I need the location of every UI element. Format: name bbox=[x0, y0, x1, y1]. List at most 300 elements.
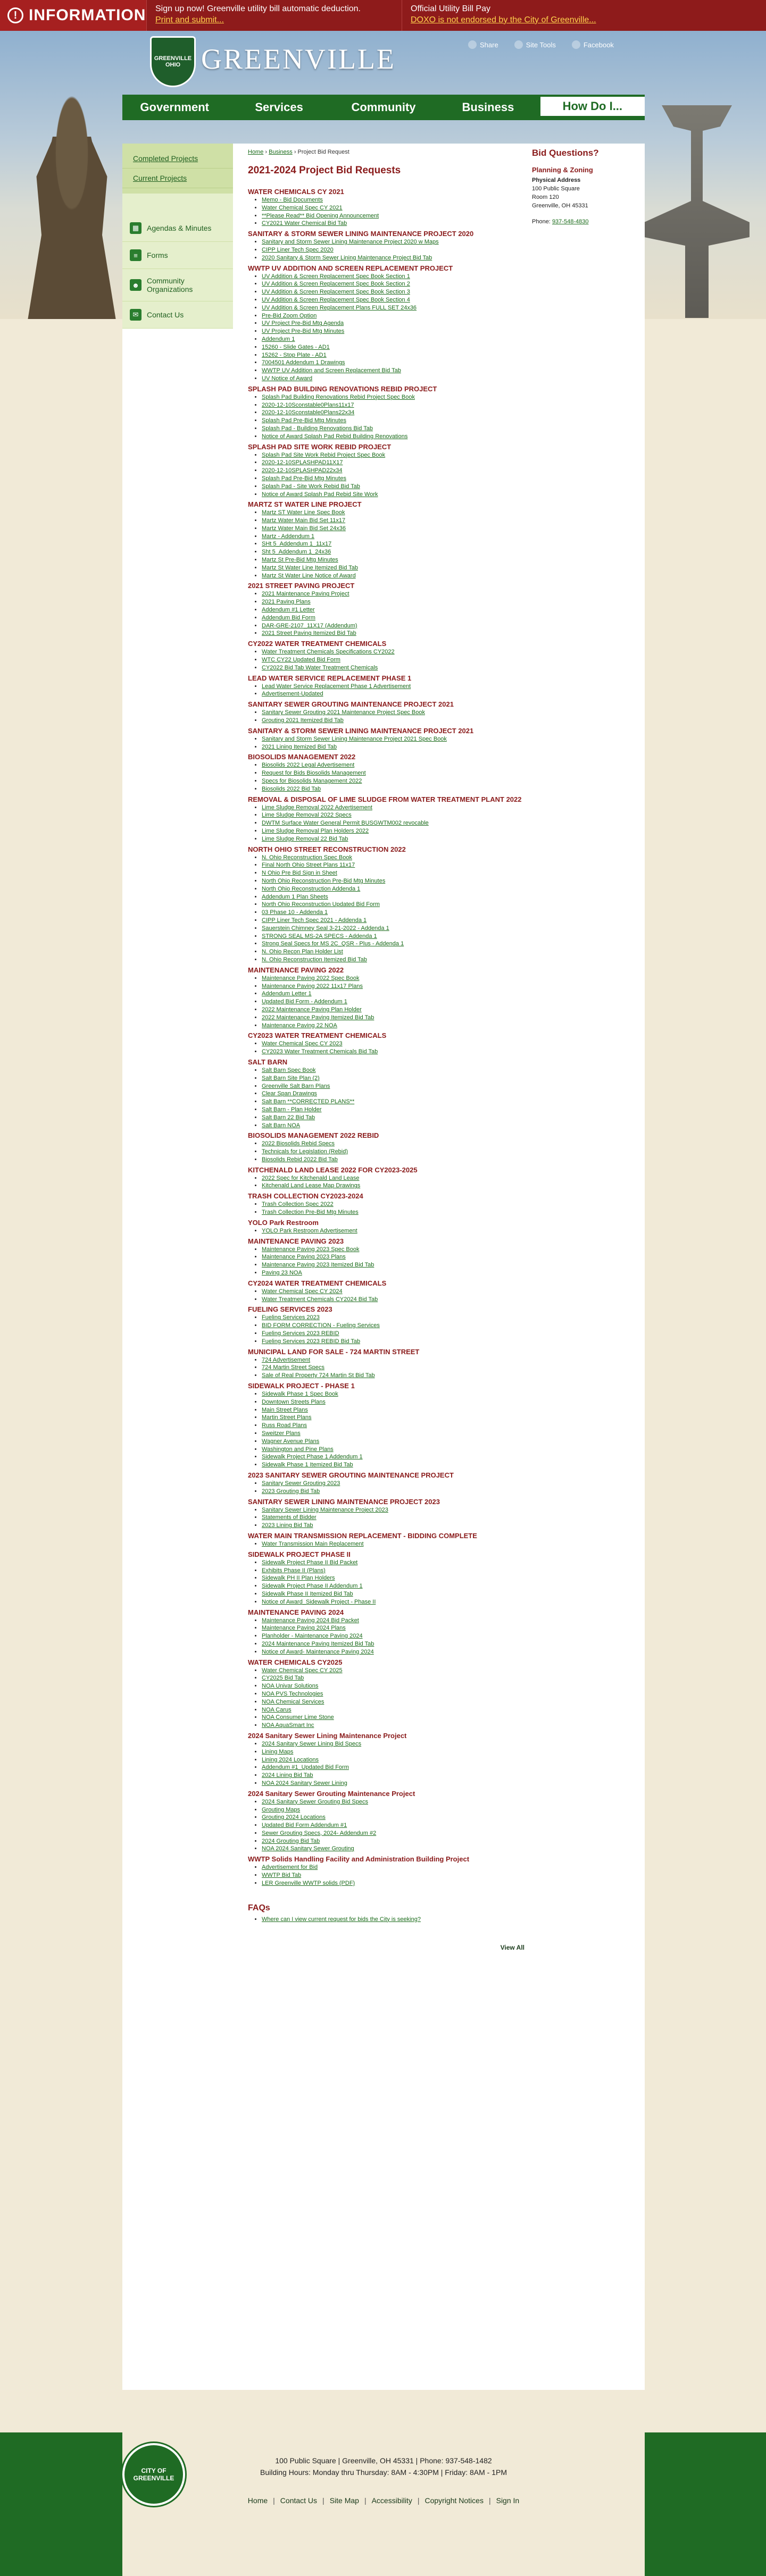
document-link[interactable]: 2020-12-10Sconstable0Plans11x17 bbox=[262, 401, 354, 408]
list-item bbox=[262, 709, 524, 717]
document-list bbox=[248, 854, 524, 964]
document-link[interactable]: UV Project Pre-Bid Mtg Agenda bbox=[262, 320, 344, 327]
list-item bbox=[262, 656, 524, 664]
list-item bbox=[262, 509, 524, 517]
document-link[interactable]: NOA PVS Technologies bbox=[262, 1690, 323, 1697]
document-link[interactable]: Maintenance Paving 2023 Spec Book bbox=[262, 1246, 360, 1253]
list-item bbox=[262, 1330, 524, 1338]
sidebar-item-contact[interactable]: ✉ Contact Us bbox=[122, 301, 233, 329]
document-link[interactable]: Salt Barn NOA bbox=[262, 1122, 301, 1129]
list-item bbox=[262, 491, 524, 499]
document-link[interactable]: Sidewalk Project Phase II Addendum 1 bbox=[262, 1583, 363, 1590]
footer-panel bbox=[122, 2432, 645, 2576]
document-link[interactable]: Biosolids Rebid 2022 Bid Tab bbox=[262, 1156, 338, 1163]
nav-services[interactable]: Services bbox=[255, 100, 303, 114]
list-item bbox=[262, 1322, 524, 1330]
footer-link[interactable]: Site Map bbox=[329, 2496, 359, 2505]
alert-link[interactable]: Print and submit... bbox=[155, 15, 224, 24]
document-link[interactable]: Maintenance Paving 2024 Bid Packet bbox=[262, 1617, 359, 1624]
document-link[interactable]: Sidewalk Phase II Itemized Bid Tab bbox=[262, 1590, 353, 1597]
document-link[interactable]: Biosolids 2022 Bid Tab bbox=[262, 785, 321, 792]
document-link[interactable]: Fueling Services 2023 bbox=[262, 1314, 320, 1321]
list-item bbox=[262, 1398, 524, 1406]
list-item bbox=[262, 1114, 524, 1122]
document-link[interactable]: Maintenance Paving 2022 11x17 Plans bbox=[262, 983, 363, 989]
document-link[interactable]: Salt Barn 22 Bid Tab bbox=[262, 1114, 315, 1121]
document-link[interactable]: Kitchenald Land Lease Map Drawings bbox=[262, 1182, 361, 1189]
document-list bbox=[248, 1480, 524, 1496]
project-title: WATER CHEMICALS CY 2021 bbox=[248, 188, 344, 196]
document-link[interactable]: 03 Phase 10 - Addenda 1 bbox=[262, 909, 328, 916]
document-link[interactable]: Sht 5_Addendum 1_24x36 bbox=[262, 549, 331, 556]
sidebar-item-forms[interactable]: ≡ Forms bbox=[122, 242, 233, 269]
list-item bbox=[262, 835, 524, 843]
document-link[interactable]: Fueling Services 2023 REBID bbox=[262, 1330, 339, 1337]
link-separator: | bbox=[488, 2496, 491, 2505]
sidebar-item-agendas[interactable]: ▦ Agendas & Minutes bbox=[122, 215, 233, 242]
alert-item[interactable] bbox=[146, 0, 402, 31]
list-item bbox=[262, 877, 524, 885]
document-link[interactable]: Technicals for Legislation (Rebid) bbox=[262, 1148, 348, 1155]
document-link[interactable]: Request for Bids Biosolids Management bbox=[262, 770, 366, 777]
document-link[interactable]: Sanitary Sewer Lining Maintenance Project 2023 bbox=[262, 1506, 388, 1513]
list-item bbox=[262, 1430, 524, 1438]
document-link[interactable]: 2020 Sanitary & Storm Sewer Lining Maintenance Project Bid Tab bbox=[262, 254, 432, 261]
document-link[interactable]: 2022 Biosolids Rebid Specs bbox=[262, 1140, 335, 1147]
document-link[interactable]: Sauerstein Chimney Seal 3-21-2022 - Addenda 1 bbox=[262, 925, 389, 932]
document-link[interactable]: Statements of Bidder bbox=[262, 1514, 317, 1521]
document-link[interactable]: Martz St Water Line Notice of Award bbox=[262, 572, 356, 579]
footer-address-line: 100 Public Square | Greenville, OH 45331 | Phone: 937-548-1482 bbox=[275, 2456, 492, 2465]
list-item bbox=[262, 861, 524, 869]
list-item bbox=[262, 254, 524, 262]
footer-link[interactable]: Contact Us bbox=[280, 2496, 318, 2505]
project-title: MAINTENANCE PAVING 2024 bbox=[248, 1608, 344, 1616]
document-list bbox=[248, 238, 524, 262]
document-link[interactable]: UV Addition & Screen Replacement Spec Book Section 1 bbox=[262, 273, 410, 280]
document-link[interactable]: North Ohio Reconstruction Pre-Bid Mtg Minutes bbox=[262, 877, 386, 884]
nav-how-do-i[interactable]: How Do I... bbox=[540, 97, 645, 118]
document-link[interactable]: 15260 - Slide Gates - AD1 bbox=[262, 343, 330, 350]
document-link[interactable]: Salt Barn - Plan Holder bbox=[262, 1106, 322, 1113]
document-link[interactable]: Splash Pad Pre-Bid Mtg Minutes bbox=[262, 475, 346, 482]
facebook-button[interactable]: Facebook bbox=[572, 40, 614, 49]
document-link[interactable]: 2024 Sanitary Sewer Lining Bid Specs bbox=[262, 1740, 362, 1747]
list-item bbox=[262, 769, 524, 777]
project-title: TRASH COLLECTION CY2023-2024 bbox=[248, 1192, 363, 1201]
document-link[interactable]: Martz - Addendum 1 bbox=[262, 533, 315, 540]
list-item bbox=[262, 917, 524, 925]
document-link[interactable]: YOLO Park Restroom Advertisement bbox=[262, 1227, 357, 1234]
document-link[interactable]: DAR-GRE-2107_11X17 (Addendum) bbox=[262, 622, 357, 629]
document-link[interactable]: N. Ohio Reconstruction Spec Book bbox=[262, 854, 352, 861]
document-link[interactable]: Lead Water Service Replacement Phase 1 Advertisement bbox=[262, 683, 411, 690]
document-link[interactable]: Sanitary and Storm Sewer Lining Maintenance Project 2021 Spec Book bbox=[262, 735, 447, 742]
document-link[interactable]: Notice of Award Splash Pad Rebid Site Work bbox=[262, 491, 378, 498]
document-link[interactable]: Maintenance Paving 2023 Plans bbox=[262, 1254, 346, 1261]
document-link[interactable]: 2024 Sanitary Sewer Grouting Bid Specs bbox=[262, 1798, 368, 1805]
document-link[interactable]: NOA Chemical Services bbox=[262, 1698, 324, 1705]
list-item bbox=[262, 940, 524, 948]
document-link[interactable]: Maintenance Paving 2023 Itemized Bid Tab bbox=[262, 1262, 374, 1269]
document-link[interactable]: NOA Carus bbox=[262, 1706, 292, 1713]
document-link[interactable]: Lining 2024 Locations bbox=[262, 1756, 319, 1763]
list-item bbox=[262, 540, 524, 548]
document-link[interactable]: Addendum 1 Plan Sheets bbox=[262, 893, 328, 900]
document-link[interactable]: Planholder - Maintenance Paving 2024 bbox=[262, 1633, 363, 1640]
document-link[interactable]: UV Addition & Screen Replacement Spec Book Section 2 bbox=[262, 281, 410, 288]
faq-link[interactable]: Where can I view current request for bids the City is seeking? bbox=[262, 1916, 421, 1923]
document-link[interactable]: N. Ohio Reconstruction Itemized Bid Tab bbox=[262, 956, 367, 963]
document-link[interactable]: Downtown Streets Plans bbox=[262, 1398, 326, 1405]
document-link[interactable]: 724 Advertisement bbox=[262, 1356, 311, 1363]
document-link[interactable]: WWTP Bid Tab bbox=[262, 1872, 302, 1879]
sidebar-item-community[interactable]: ☻ Community Organizations bbox=[122, 269, 233, 301]
document-link[interactable]: DWTM Surface Water General Permit BUSGWTM002 revocable bbox=[262, 820, 429, 827]
document-link[interactable]: Water Treatment Chemicals CY2024 Bid Tab bbox=[262, 1296, 378, 1303]
link-separator: | bbox=[322, 2496, 324, 2505]
document-link[interactable]: Addendum Bid Form bbox=[262, 614, 315, 621]
document-link[interactable]: Sanitary Sewer Grouting 2023 bbox=[262, 1480, 340, 1487]
document-link[interactable]: Sale of Real Property 724 Martin St Bid Tab bbox=[262, 1372, 375, 1379]
document-link[interactable]: 2020-12-10SPLASHPAD22x34 bbox=[262, 467, 343, 474]
list-item bbox=[262, 351, 524, 359]
document-link[interactable]: 724 Martin Street Specs bbox=[262, 1364, 325, 1371]
document-link[interactable]: CY2022 Bid Tab Water Treatment Chemicals bbox=[262, 664, 378, 671]
list-item bbox=[262, 1598, 524, 1606]
document-link[interactable]: Splash Pad Site Work Rebid Project Spec Book bbox=[262, 451, 386, 458]
list-item bbox=[262, 1227, 524, 1235]
document-link[interactable]: Sidewalk PH II Plan Holders bbox=[262, 1575, 335, 1582]
document-link[interactable]: CY2021 Water Chemical Bid Tab bbox=[262, 220, 347, 227]
document-link[interactable]: Updated Bid Form Addendum #1 bbox=[262, 1822, 347, 1829]
list-item bbox=[262, 280, 524, 288]
document-link[interactable]: Addendum #1 Letter bbox=[262, 607, 315, 614]
document-link[interactable]: Sidewalk Project Phase II Bid Packet bbox=[262, 1559, 358, 1566]
nav-community[interactable]: Community bbox=[351, 100, 416, 114]
document-link[interactable]: Lime Sludge Removal Plan Holders 2022 bbox=[262, 828, 369, 834]
document-link[interactable]: 2022 Spec for Kitchenald Land Lease bbox=[262, 1174, 360, 1181]
list-item bbox=[262, 483, 524, 491]
document-link[interactable]: Water Treatment Chemicals Specifications CY2022 bbox=[262, 649, 395, 656]
alert-text: Official Utility Bill Pay bbox=[411, 4, 490, 13]
document-link[interactable]: 2023 Lining Bid Tab bbox=[262, 1522, 313, 1529]
document-link[interactable]: Water Chemical Spec CY 2025 bbox=[262, 1667, 343, 1674]
document-list bbox=[248, 393, 524, 441]
list-item bbox=[262, 425, 524, 433]
document-link[interactable]: NOA Consumer Lime Stone bbox=[262, 1714, 334, 1721]
footer-link[interactable]: Home bbox=[247, 2496, 268, 2505]
list-item bbox=[262, 1780, 524, 1788]
list-item bbox=[262, 1122, 524, 1130]
document-link[interactable]: Sewer Grouting Specs, 2024- Addendum #2 bbox=[262, 1830, 377, 1836]
alert-item[interactable] bbox=[402, 0, 657, 31]
document-link[interactable]: Grouting 2021 Itemized Bid Tab bbox=[262, 717, 344, 724]
document-link[interactable]: Biosolids 2022 Legal Advertisement bbox=[262, 762, 355, 769]
document-link[interactable]: Grouting 2024 Locations bbox=[262, 1814, 326, 1821]
share-button[interactable]: Share bbox=[468, 40, 498, 49]
document-link[interactable]: Salt Barn Site Plan (2) bbox=[262, 1075, 320, 1081]
document-link[interactable]: Splash Pad Pre-Bid Mtg Minutes bbox=[262, 417, 346, 424]
project-title: 2023 SANITARY SEWER GROUTING MAINTENANCE PROJECT bbox=[248, 1471, 454, 1479]
list-item bbox=[262, 804, 524, 812]
document-link[interactable]: Martz St Water Line Itemized Bid Tab bbox=[262, 564, 358, 571]
document-link[interactable]: Salt Barn Spec Book bbox=[262, 1067, 316, 1073]
project-title: LEAD WATER SERVICE REPLACEMENT PHASE 1 bbox=[248, 674, 412, 682]
project-title: WWTP UV ADDITION AND SCREEN REPLACEMENT PROJECT bbox=[248, 264, 453, 272]
list-item bbox=[262, 1156, 524, 1164]
document-link[interactable]: Water Chemical Spec CY 2024 bbox=[262, 1288, 343, 1295]
city-seal-logo[interactable] bbox=[150, 36, 196, 87]
list-item bbox=[262, 598, 524, 606]
document-link[interactable]: Greenville Salt Barn Plans bbox=[262, 1083, 330, 1089]
document-link[interactable]: Addendum 1 bbox=[262, 335, 295, 342]
document-link[interactable]: Lining Maps bbox=[262, 1748, 294, 1755]
document-link[interactable]: Specs for Biosolids Management 2022 bbox=[262, 778, 362, 785]
list-item bbox=[262, 1488, 524, 1496]
list-item bbox=[262, 1422, 524, 1430]
breadcrumb-home[interactable]: Home bbox=[248, 149, 264, 155]
list-item bbox=[262, 1540, 524, 1548]
document-list bbox=[248, 1314, 524, 1345]
document-link[interactable]: UV Addition & Screen Replacement Spec Book Section 4 bbox=[262, 296, 410, 303]
document-list bbox=[248, 683, 524, 699]
document-link[interactable]: STRONG SEAL MS-2A SPECS - Addenda 1 bbox=[262, 933, 377, 939]
list-item bbox=[262, 451, 524, 459]
list-item bbox=[262, 564, 524, 572]
document-link[interactable]: Sanitary Sewer Grouting 2021 Maintenance Project Spec Book bbox=[262, 709, 425, 716]
view-all-link[interactable]: View All bbox=[500, 1943, 524, 1951]
list-item bbox=[262, 664, 524, 672]
list-item bbox=[262, 343, 524, 351]
document-link[interactable]: Sanitary and Storm Sewer Lining Maintenance Project 2020 w Maps bbox=[262, 239, 439, 246]
list-item bbox=[262, 743, 524, 751]
project-title: SANITARY SEWER LINING MAINTENANCE PROJECT 2023 bbox=[248, 1497, 440, 1506]
list-item bbox=[262, 467, 524, 475]
document-link[interactable]: Water Chemical Spec CY 2021 bbox=[262, 204, 343, 211]
document-link[interactable]: Russ Road Plans bbox=[262, 1422, 307, 1429]
list-item bbox=[262, 925, 524, 933]
list-item bbox=[262, 1522, 524, 1530]
document-link[interactable]: UV Addition & Screen Replacement Plans FULL SET 24x36 bbox=[262, 304, 417, 311]
document-link[interactable]: 2024 Grouting Bid Tab bbox=[262, 1837, 320, 1844]
document-link[interactable]: CIPP Liner Tech Spec 2020 bbox=[262, 246, 334, 253]
list-item bbox=[262, 1506, 524, 1514]
document-link[interactable]: Maintenance Paving 22 NOA bbox=[262, 1022, 337, 1029]
document-link[interactable]: Salt Barn **CORRECTED PLANS** bbox=[262, 1098, 355, 1105]
document-link[interactable]: Addendum Letter 1 bbox=[262, 991, 312, 997]
document-link[interactable]: SHt 5_Addendum 1_11x17 bbox=[262, 541, 332, 548]
document-link[interactable]: N Ohio Pre Bid Sign in Sheet bbox=[262, 870, 337, 877]
document-link[interactable]: Advertisement-Updated bbox=[262, 691, 323, 698]
document-link[interactable]: Memo - Bid Documents bbox=[262, 197, 323, 203]
list-item bbox=[262, 1098, 524, 1106]
document-link[interactable]: 2021 Maintenance Paving Project bbox=[262, 591, 349, 598]
document-link[interactable]: LER Greenville WWTP solids (PDF) bbox=[262, 1879, 355, 1886]
document-link[interactable]: Strong Seal Specs for MS 2C_QSR - Plus - Addenda 1 bbox=[262, 941, 404, 947]
page-title: 2021-2024 Project Bid Requests bbox=[248, 165, 401, 176]
document-link[interactable]: Notice of Award_Sidewalk Project - Phase II bbox=[262, 1598, 376, 1605]
document-link[interactable]: Martz Water Main Bid Set 24x36 bbox=[262, 525, 346, 532]
document-link[interactable]: Martz ST Water Line Spec Book bbox=[262, 509, 345, 516]
list-item bbox=[262, 1632, 524, 1640]
document-link[interactable]: Water Transmission Main Replacement bbox=[262, 1540, 364, 1547]
phone-link[interactable]: 937-548-4830 bbox=[552, 219, 589, 225]
document-link[interactable]: Maintenance Paving 2022 Spec Book bbox=[262, 975, 360, 981]
breadcrumb-current: Project Bid Request bbox=[297, 149, 349, 155]
document-link[interactable]: Splash Pad Building Renovations Rebid Project Spec Book bbox=[262, 393, 415, 400]
list-item bbox=[262, 1756, 524, 1764]
list-item bbox=[262, 990, 524, 998]
document-link[interactable]: 2024 Maintenance Paving Itemized Bid Tab bbox=[262, 1640, 374, 1647]
document-link[interactable]: Fueling Services 2023 REBID Bid Tab bbox=[262, 1338, 361, 1345]
document-link[interactable]: Water Chemical Spec CY 2023 bbox=[262, 1041, 343, 1047]
document-link[interactable]: 15262 - Stop Plate - AD1 bbox=[262, 351, 327, 358]
document-link[interactable]: CIPP Liner Tech Spec 2021 - Addenda 1 bbox=[262, 917, 367, 924]
list-item bbox=[262, 1714, 524, 1722]
site-tools-button[interactable]: Site Tools bbox=[514, 40, 556, 49]
footer-hours-line: Building Hours: Monday thru Thursday: 8AM - 4:30PM | Friday: 8AM - 1PM bbox=[260, 2468, 507, 2477]
list-item bbox=[262, 761, 524, 769]
list-item bbox=[262, 238, 524, 246]
document-link[interactable]: Splash Pad - Site Work Rebid Bid Tab bbox=[262, 483, 360, 490]
document-link[interactable]: Trash Collection Pre-Bid Mtg Minutes bbox=[262, 1209, 359, 1216]
list-item bbox=[262, 1446, 524, 1454]
document-link[interactable]: Paving 23 NOA bbox=[262, 1270, 302, 1277]
footer-link[interactable]: Sign In bbox=[496, 2496, 520, 2505]
list-item bbox=[262, 335, 524, 343]
document-link[interactable]: UV Addition & Screen Replacement Spec Book Section 3 bbox=[262, 289, 410, 296]
list-item bbox=[262, 517, 524, 525]
document-link[interactable]: Notice of Award- Maintenance Paving 2024 bbox=[262, 1648, 374, 1655]
list-item bbox=[262, 1590, 524, 1598]
document-link[interactable]: UV Project Pre-Bid Mtg Minutes bbox=[262, 328, 345, 335]
fountain-image bbox=[638, 105, 755, 318]
document-link[interactable]: NOA AquaSmart Inc bbox=[262, 1722, 314, 1729]
document-link[interactable]: Maintenance Paving 2024 Plans bbox=[262, 1625, 346, 1632]
document-link[interactable]: North Ohio Reconstruction Updated Bid Form bbox=[262, 901, 380, 908]
document-link[interactable]: Sidewalk Phase 1 Itemized Bid Tab bbox=[262, 1462, 353, 1469]
document-link[interactable]: NOA 2024 Sanitary Sewer Grouting bbox=[262, 1845, 354, 1852]
address-line: Greenville, OH 45331 bbox=[532, 203, 588, 209]
sidebar-item-current-projects[interactable]: Current Projects bbox=[122, 169, 233, 188]
document-link[interactable]: Updated Bid Form - Addendum 1 bbox=[262, 998, 347, 1005]
list-item bbox=[262, 1106, 524, 1114]
document-link[interactable]: Lime Sludge Removal 2022 Advertisement bbox=[262, 804, 372, 811]
breadcrumb-business[interactable]: Business bbox=[269, 149, 293, 155]
list-item bbox=[262, 401, 524, 409]
document-link[interactable]: Martin Street Plans bbox=[262, 1414, 312, 1421]
project-title: SPLASH PAD BUILDING RENOVATIONS REBID PROJECT bbox=[248, 384, 437, 393]
document-link[interactable]: Lime Sludge Removal 2022 Specs bbox=[262, 812, 352, 819]
document-link[interactable]: 2023 Grouting Bid Tab bbox=[262, 1488, 320, 1495]
document-link[interactable]: WWTP UV Addition and Screen Replacement Bid Tab bbox=[262, 367, 401, 374]
list-item bbox=[262, 1372, 524, 1380]
document-link[interactable]: 2021 Street Paving Itemized Bid Tab bbox=[262, 630, 356, 637]
document-link[interactable]: 2024 Lining Bid Tab bbox=[262, 1772, 313, 1779]
document-link[interactable]: WTC CY22 Updated Bid Form bbox=[262, 657, 340, 664]
project-title: 2024 Sanitary Sewer Grouting Maintenance Project bbox=[248, 1789, 415, 1798]
document-link[interactable]: Exhibits Phase II (Plans) bbox=[262, 1567, 326, 1574]
document-link[interactable]: North Ohio Reconstruction Addenda 1 bbox=[262, 885, 361, 892]
list-item bbox=[262, 1356, 524, 1364]
document-list bbox=[248, 1798, 524, 1853]
sidebar-submenu bbox=[122, 144, 233, 194]
list-item bbox=[262, 246, 524, 254]
document-list bbox=[248, 1067, 524, 1129]
document-link[interactable]: 2022 Maintenance Paving Itemized Bid Tab bbox=[262, 1014, 374, 1021]
document-link[interactable]: CY2023 Water Treatment Chemicals Bid Tab bbox=[262, 1048, 378, 1055]
alert-link[interactable]: DOXO is not endorsed by the City of Greenville... bbox=[411, 15, 596, 24]
list-item bbox=[262, 1682, 524, 1690]
document-link[interactable]: Advertisement for Bid bbox=[262, 1864, 318, 1871]
list-item bbox=[262, 1338, 524, 1346]
document-link[interactable]: UV Notice of Award bbox=[262, 375, 313, 382]
document-link[interactable]: Final North Ohio Street Plans 11x17 bbox=[262, 862, 355, 869]
footer-link[interactable]: Copyright Notices bbox=[424, 2496, 484, 2505]
calendar-icon: ▦ bbox=[130, 222, 141, 234]
document-list bbox=[248, 1740, 524, 1788]
document-link[interactable]: Martz St Pre-Bid Mtg Minutes bbox=[262, 557, 338, 564]
department-name[interactable]: Planning & Zoning bbox=[532, 166, 593, 174]
document-link[interactable]: NOA 2024 Sanitary Sewer Lining bbox=[262, 1780, 347, 1786]
document-list bbox=[248, 1559, 524, 1606]
document-link[interactable]: 7004501 Addendum 1 Drawings bbox=[262, 359, 345, 366]
document-link[interactable]: Sweitzer Plans bbox=[262, 1430, 301, 1437]
document-link[interactable]: Splash Pad - Building Renovations Bid Tab bbox=[262, 425, 373, 432]
document-link[interactable]: N. Ohio Recon Plan Holder List bbox=[262, 949, 343, 955]
nav-government[interactable]: Government bbox=[140, 100, 209, 114]
document-link[interactable]: Grouting Maps bbox=[262, 1806, 301, 1813]
document-link[interactable]: Main Street Plans bbox=[262, 1406, 308, 1413]
document-link[interactable]: 2020-12-10SPLASHPAD11X17 bbox=[262, 459, 343, 466]
document-link[interactable]: Sidewalk Project Phase 1 Addendum 1 bbox=[262, 1454, 363, 1461]
document-link[interactable]: 2020-12-10Sconstable0Plans22x34 bbox=[262, 409, 355, 416]
list-item bbox=[262, 590, 524, 598]
document-link[interactable]: Addendum #1_Updated Bid Form bbox=[262, 1764, 349, 1771]
document-link[interactable]: **Please Read** Bid Opening Announcement bbox=[262, 212, 379, 219]
list-item bbox=[262, 1764, 524, 1772]
project-title: REMOVAL & DISPOSAL OF LIME SLUDGE FROM WATER TREATMENT PLANT 2022 bbox=[248, 795, 522, 803]
document-link[interactable]: Pre-Bid Zoom Option bbox=[262, 312, 317, 319]
document-link[interactable]: Wagner Avenue Plans bbox=[262, 1438, 320, 1445]
document-link[interactable]: NOA Univar Solutions bbox=[262, 1683, 319, 1690]
list-item bbox=[262, 690, 524, 698]
document-link[interactable]: Sidewalk Phase 1 Spec Book bbox=[262, 1391, 338, 1398]
list-item bbox=[262, 1740, 524, 1748]
list-item bbox=[262, 1674, 524, 1682]
document-link[interactable]: Lime Sludge Removal 22 Bid Tab bbox=[262, 835, 348, 842]
site-name[interactable]: GREENVILLE bbox=[201, 43, 396, 75]
nav-business[interactable]: Business bbox=[462, 100, 514, 114]
document-link[interactable]: Clear Span Drawings bbox=[262, 1090, 317, 1097]
document-link[interactable]: Notice of Award Splash Pad Rebid Building Renovations bbox=[262, 433, 408, 440]
document-link[interactable]: Washington and Pine Plans bbox=[262, 1446, 334, 1453]
document-link[interactable]: CY2025 Bid Tab bbox=[262, 1675, 304, 1682]
document-link[interactable]: Trash Collection Spec 2022 bbox=[262, 1201, 334, 1208]
footer-link[interactable]: Accessibility bbox=[371, 2496, 412, 2505]
document-link[interactable]: 2021 Lining Itemized Bid Tab bbox=[262, 743, 337, 750]
main-content bbox=[248, 149, 524, 1951]
document-link[interactable]: 2021 Paving Plans bbox=[262, 599, 311, 606]
document-link[interactable]: BID FORM CORRECTION - Fueling Services bbox=[262, 1322, 380, 1329]
document-link[interactable]: 2022 Maintenance Paving Plan Holder bbox=[262, 1006, 362, 1013]
sidebar-item-completed-projects[interactable]: Completed Projects bbox=[122, 149, 233, 169]
list-item bbox=[262, 785, 524, 793]
list-item bbox=[262, 948, 524, 956]
document-link[interactable]: Martz Water Main Bid Set 11x17 bbox=[262, 517, 346, 524]
list-item bbox=[262, 1706, 524, 1714]
